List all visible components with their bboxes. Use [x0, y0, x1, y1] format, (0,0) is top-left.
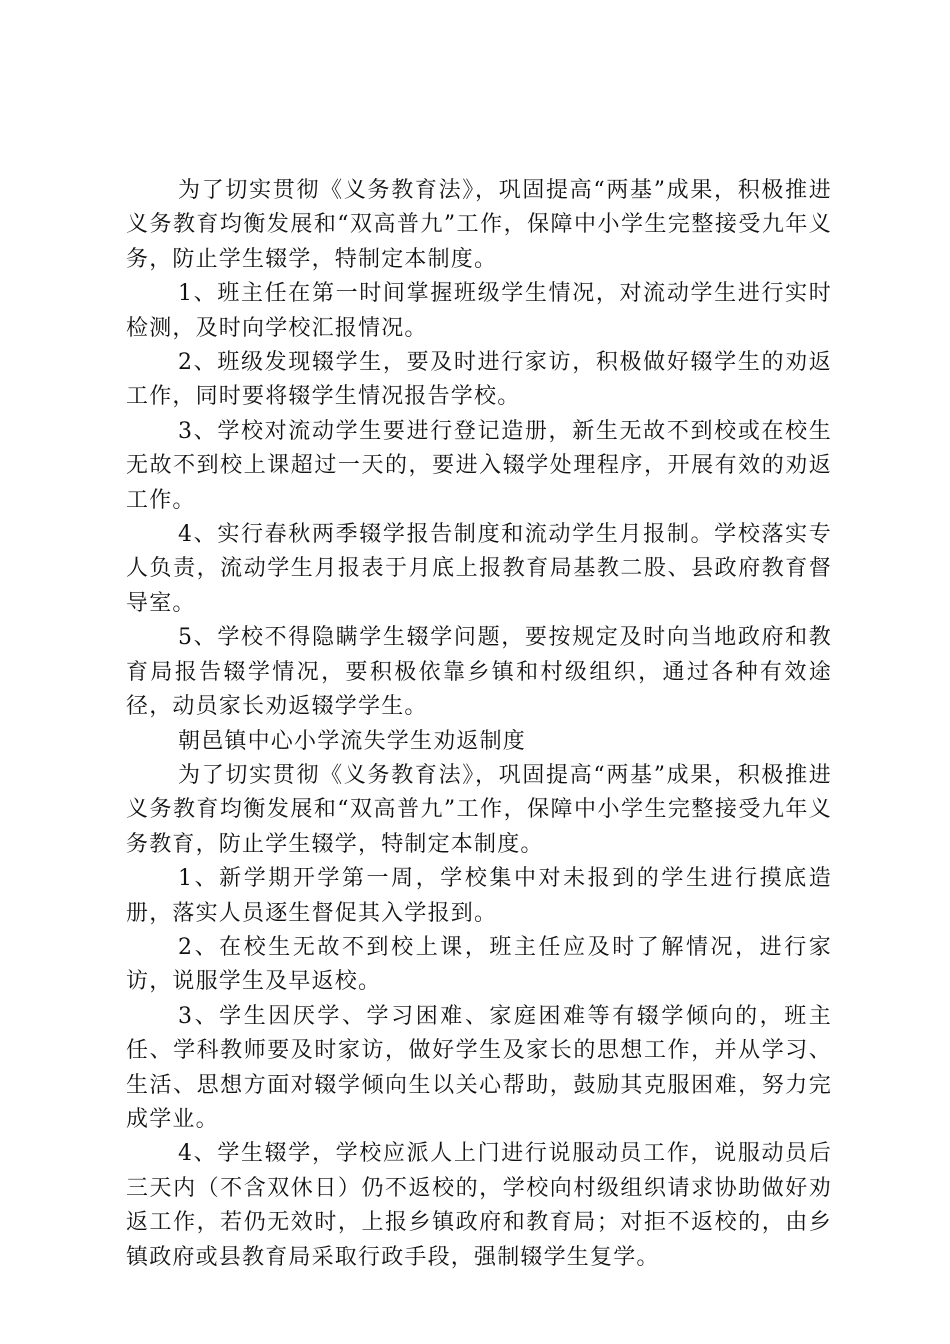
section1-item-1: 1、班主任在第一时间掌握班级学生情况，对流动学生进行实时检测，及时向学校汇报情况。 [126, 281, 832, 341]
section2-item-3: 3、学生因厌学、学习困难、家庭困难等有辍学倾向的，班主任、学科教师要及时家访，做好学生及家长的思想工作，并从学习、生活、思想方面对辍学倾向生以关心帮助，鼓励其克服困难，努力完成学业。 [126, 1003, 832, 1132]
section2-item-2: 2、在校生无故不到校上课，班主任应及时了解情况，进行家访，说服学生及早返校。 [126, 934, 832, 995]
document-body [126, 174, 832, 1275]
section2-item-1: 1、新学期开学第一周，学校集中对未报到的学生进行摸底造册，落实人员逐生督促其入学报到。 [126, 866, 832, 926]
section1-item-2: 2、班级发现辍学生，要及时进行家访，积极做好辍学生的劝返工作，同时要将辍学生情况报告学校。 [126, 350, 832, 410]
section1-item-5: 5、学校不得隐瞒学生辍学问题，要按规定及时向当地政府和教育局报告辍学情况，要积极依靠乡镇和村级组织，通过各种有效途径，动员家长劝返辍学学生。 [126, 625, 832, 720]
section2-title: 朝邑镇中心小学流失学生劝返制度 [178, 728, 527, 754]
section1-item-4: 4、实行春秋两季辍学报告制度和流动学生月报制。学校落实专人负责，流动学生月报表于月底上报教育局基教二股、县政府教育督导室。 [126, 522, 832, 616]
section1-item-3: 3、学校对流动学生要进行登记造册，新生无故不到校或在校生无故不到校上课超过一天的，要进入辍学处理程序，开展有效的劝返工作。 [126, 418, 832, 513]
section2-item-4: 4、学生辍学，学校应派人上门进行说服动员工作，说服动员后三天内（不含双休日）仍不返校的，学校向村级组织请求协助做好劝返工作，若仍无效时，上报乡镇政府和教育局；对拒不返校的，由乡镇政府或县教育局采取行政手段，强制辍学生复学。 [126, 1141, 832, 1270]
section1-intro: 为了切实贯彻《义务教育法》，巩固提高“两基”成果，积极推进义务教育均衡发展和“双高普九”工作，保障中小学生完整接受九年义务，防止学生辍学，特制定本制度。 [126, 178, 832, 272]
section2-intro: 为了切实贯彻《义务教育法》，巩固提高“两基”成果，积极推进义务教育均衡发展和“双高普九”工作，保障中小学生完整接受九年义务教育，防止学生辍学，特制定本制度。 [126, 762, 832, 857]
